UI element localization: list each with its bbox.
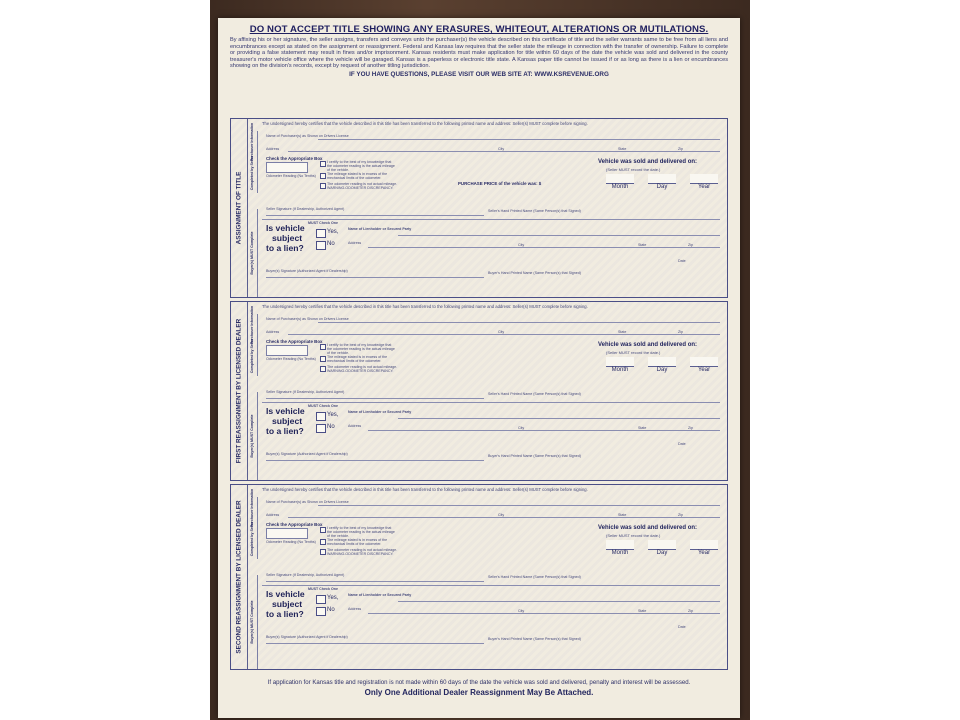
actual-mileage-checkbox[interactable]: [320, 527, 326, 533]
seller-signature-field[interactable]: [266, 215, 484, 216]
actual-mileage-checkbox[interactable]: [320, 161, 326, 167]
purchaser-info-label: Purchaser Information: [250, 122, 254, 162]
lienholder-address-field[interactable]: [368, 247, 720, 248]
buyer-printed-name-label: Buyer's Hand Printed Name (Same Person(s) that Signed): [488, 271, 581, 275]
address-label: Address: [266, 330, 280, 334]
lienholder-state-label: State: [638, 243, 647, 247]
city-label: City: [498, 330, 505, 334]
odometer-label: Odometer Reading (No Tenths): [266, 174, 316, 178]
lien-yes-label: Yes,: [327, 412, 339, 418]
title-section: [230, 301, 728, 481]
lienholder-zip-label: Zip: [688, 243, 693, 247]
lienholder-field[interactable]: [398, 601, 720, 602]
odometer-field[interactable]: [266, 528, 308, 539]
title-section: [230, 484, 728, 670]
lien-question-line3: to a lien?: [266, 243, 304, 253]
year-field[interactable]: [690, 357, 718, 367]
month-field[interactable]: [606, 357, 634, 367]
purchaser-name-field[interactable]: [318, 505, 720, 506]
title-section: [230, 118, 728, 298]
footer-note: If application for Kansas title and registration is not made within 60 days of the date the vehicle was sold and delivered, penalty and interest will be assessed.: [267, 679, 691, 686]
lienholder-label: Name of Lienholder or Secured Party: [348, 593, 412, 597]
excess-mileage-label: The mileage stated is in excess of the mechanical limits of the odometer.: [327, 538, 388, 547]
certify-statement: The undersigned hereby certifies that the vehicle described in this title has been transferred to the following printed name and address: Seller(s) MUST complete before signing.: [262, 487, 588, 492]
year-field[interactable]: [690, 174, 718, 184]
lien-yes-checkbox[interactable]: [316, 229, 326, 238]
day-label: Day: [656, 184, 668, 190]
buyer-signature-field[interactable]: [266, 460, 484, 461]
warning-title: DO NOT ACCEPT TITLE SHOWING ANY ERASURES, WHITEOUT, ALTERATIONS OR MUTILATIONS.: [249, 24, 709, 35]
buyer-printed-name-label: Buyer's Hand Printed Name (Same Person(s) that Signed): [488, 454, 581, 458]
seller-signature-label: Seller Signature (If Dealership, Authorized Agent): [266, 573, 345, 577]
lienholder-city-label: City: [518, 609, 525, 613]
lienholder-address-label: Address: [348, 607, 362, 611]
not-actual-mileage-label: The odometer reading is not actual mileage. WARNING-ODOMETER DISCREPANCY.: [327, 548, 398, 557]
address-label: Address: [266, 147, 280, 151]
city-label: City: [498, 513, 505, 517]
excess-mileage-checkbox[interactable]: [320, 356, 326, 362]
lien-question-line3: to a lien?: [266, 609, 304, 619]
not-actual-mileage-label: The odometer reading is not actual mileage. WARNING-ODOMETER DISCREPANCY.: [327, 182, 398, 191]
seller-signature-label: Seller Signature (If Dealership, Authorized Agent): [266, 390, 345, 394]
sold-date-title: Vehicle was sold and delivered on:: [598, 159, 698, 165]
odometer-field[interactable]: [266, 162, 308, 173]
year-label: Year: [697, 184, 711, 190]
city-label: City: [498, 147, 505, 151]
lienholder-address-field[interactable]: [368, 430, 720, 431]
lienholder-zip-label: Zip: [688, 426, 693, 430]
sold-date-subtitle: (Seller MUST record the date.): [606, 533, 661, 538]
purchaser-name-label: Name of Purchaser(s) as Shown on Drivers License: [266, 134, 349, 138]
odometer-field[interactable]: [266, 345, 308, 356]
certify-statement: The undersigned hereby certifies that the vehicle described in this title has been transferred to the following printed name and address: Seller(s) MUST complete before signing.: [262, 304, 588, 309]
state-label: State: [618, 330, 627, 334]
lien-yes-checkbox[interactable]: [316, 595, 326, 604]
check-box-label: Check the Appropriate Box: [266, 339, 323, 344]
zip-label: Zip: [678, 147, 683, 151]
year-label: Year: [697, 367, 711, 373]
seller-signature-field[interactable]: [266, 398, 484, 399]
purchase-price-label: PURCHASE PRICE of the vehicle was: $: [458, 181, 542, 186]
lien-no-label: No: [327, 424, 335, 430]
seller-signature-label: Seller Signature (If Dealership, Authorized Agent): [266, 207, 345, 211]
year-label: Year: [697, 550, 711, 556]
lien-no-checkbox[interactable]: [316, 424, 326, 433]
day-field[interactable]: [648, 540, 676, 550]
footer-dealer-note: Only One Additional Dealer Reassignment May Be Attached.: [364, 688, 594, 697]
seller-signature-field[interactable]: [266, 581, 484, 582]
excess-mileage-label: The mileage stated is in excess of the mechanical limits of the odometer.: [327, 355, 388, 364]
seller-printed-name-label: Seller's Hand Printed Name (Same Person(s) that Signed): [488, 392, 581, 396]
actual-mileage-label: I certify to the best of my knowledge that the odometer reading is the actual mileage of the vehicle.: [327, 526, 395, 539]
day-label: Day: [656, 367, 668, 373]
month-label: Month: [611, 184, 629, 190]
lien-no-label: No: [327, 607, 335, 613]
lien-question-line2: subject: [272, 599, 303, 609]
buyer-completes-label: Buyer(s) MUST Complete: [250, 414, 254, 458]
lien-yes-label: Yes,: [327, 595, 339, 601]
state-label: State: [618, 513, 627, 517]
state-label: State: [618, 147, 627, 151]
section-title: SECOND REASSIGNMENT BY LICENSED DEALER: [235, 500, 243, 654]
lien-no-checkbox[interactable]: [316, 241, 326, 250]
lien-yes-label: Yes,: [327, 229, 339, 235]
lien-yes-checkbox[interactable]: [316, 412, 326, 421]
lienholder-state-label: State: [638, 609, 647, 613]
seller-printed-name-label: Seller's Hand Printed Name (Same Person(s) that Signed): [488, 575, 581, 579]
address-label: Address: [266, 513, 280, 517]
not-actual-mileage-checkbox[interactable]: [320, 366, 326, 372]
buyer-completes-label: Buyer(s) MUST Complete: [250, 231, 254, 275]
lien-question-line3: to a lien?: [266, 426, 304, 436]
actual-mileage-checkbox[interactable]: [320, 344, 326, 350]
lienholder-label: Name of Lienholder or Secured Party: [348, 410, 412, 414]
seller-completes-label: Completed by Seller: [250, 521, 254, 557]
lien-question-line1: Is vehicle: [266, 223, 305, 233]
certify-statement: The undersigned hereby certifies that the vehicle described in this title has been transferred to the following printed name and address: Seller(s) MUST complete before signing.: [262, 121, 588, 126]
must-check-one: MUST Check One: [308, 587, 338, 591]
lienholder-state-label: State: [638, 426, 647, 430]
lienholder-address-label: Address: [348, 241, 362, 245]
purchaser-name-label: Name of Purchaser(s) as Shown on Drivers License: [266, 500, 349, 504]
lien-no-label: No: [327, 241, 335, 247]
lien-question-line2: subject: [272, 233, 303, 243]
not-actual-mileage-label: The odometer reading is not actual mileage. WARNING-ODOMETER DISCREPANCY.: [327, 365, 398, 374]
must-check-one: MUST Check One: [308, 221, 338, 225]
buyer-date-label: Date: [678, 442, 686, 446]
purchaser-name-field[interactable]: [318, 322, 720, 323]
purchaser-name-field[interactable]: [318, 139, 720, 140]
lienholder-address-field[interactable]: [368, 613, 720, 614]
actual-mileage-label: I certify to the best of my knowledge that the odometer reading is the actual mileage of the vehicle.: [327, 160, 395, 173]
buyer-date-label: Date: [678, 625, 686, 629]
zip-label: Zip: [678, 513, 683, 517]
excess-mileage-checkbox[interactable]: [320, 539, 326, 545]
day-label: Day: [656, 550, 668, 556]
seller-completes-label: Completed by Seller: [250, 338, 254, 374]
odometer-label: Odometer Reading (No Tenths): [266, 540, 316, 544]
sold-date-subtitle: (Seller MUST record the date.): [606, 350, 661, 355]
lienholder-label: Name of Lienholder or Secured Party: [348, 227, 412, 231]
day-field[interactable]: [648, 174, 676, 184]
lienholder-city-label: City: [518, 243, 525, 247]
month-label: Month: [611, 367, 629, 373]
not-actual-mileage-checkbox[interactable]: [320, 549, 326, 555]
purchaser-info-label: Purchaser Information: [250, 305, 254, 345]
zip-label: Zip: [678, 330, 683, 334]
buyer-signature-label: Buyer(s) Signature (Authorized Agent if Dealership): [266, 269, 348, 273]
check-box-label: Check the Appropriate Box: [266, 156, 323, 161]
lienholder-field[interactable]: [398, 418, 720, 419]
lien-question-line1: Is vehicle: [266, 589, 305, 599]
excess-mileage-checkbox[interactable]: [320, 173, 326, 179]
seller-completes-label: Completed by Seller: [250, 155, 254, 191]
seller-printed-name-label: Seller's Hand Printed Name (Same Person(s) that Signed): [488, 209, 581, 213]
sold-date-title: Vehicle was sold and delivered on:: [598, 342, 698, 348]
lien-question-line2: subject: [272, 416, 303, 426]
buyer-date-label: Date: [678, 259, 686, 263]
lienholder-address-label: Address: [348, 424, 362, 428]
day-field[interactable]: [648, 357, 676, 367]
lienholder-city-label: City: [518, 426, 525, 430]
year-field[interactable]: [690, 540, 718, 550]
buyer-printed-name-label: Buyer's Hand Printed Name (Same Person(s) that Signed): [488, 637, 581, 641]
check-box-label: Check the Appropriate Box: [266, 522, 323, 527]
warning-text: By affixing his or her signature, the seller assigns, transfers and conveys unto the purchaser(s) the vehicle described on this certificate of title and the seller warrants same to be free from all liens and encumbrances except as stated on the assignment or reassignment. Federal and Kansas law requires that the seller state the mileage in connection with the transfer of ownership. Failure to complete or providing a false statement may result in fines and/or imprisonment. Kansas residents must make application for title within 60 days of the date the vehicle was sold and delivered in the county treasurer's motor vehicle office where the vehicle will be garaged. Kansas is a paperless or electronic title state. A Kansas paper title cannot be issued if or as long as there is a lien or encumbrances showing on the division's records, except by request of another titling jurisdiction.: [230, 37, 728, 70]
lienholder-field[interactable]: [398, 235, 720, 236]
purchaser-info-label: Purchaser Information: [250, 488, 254, 528]
section-title: ASSIGNMENT OF TITLE: [235, 171, 243, 245]
not-actual-mileage-checkbox[interactable]: [320, 183, 326, 189]
month-label: Month: [611, 550, 629, 556]
sold-date-subtitle: (Seller MUST record the date.): [606, 167, 661, 172]
buyer-signature-label: Buyer(s) Signature (Authorized Agent if Dealership): [266, 452, 348, 456]
odometer-label: Odometer Reading (No Tenths): [266, 357, 316, 361]
lien-question-line1: Is vehicle: [266, 406, 305, 416]
lienholder-zip-label: Zip: [688, 609, 693, 613]
excess-mileage-label: The mileage stated is in excess of the mechanical limits of the odometer.: [327, 172, 388, 181]
buyer-signature-field[interactable]: [266, 277, 484, 278]
actual-mileage-label: I certify to the best of my knowledge that the odometer reading is the actual mileage of the vehicle.: [327, 343, 395, 356]
website-notice: IF YOU HAVE QUESTIONS, PLEASE VISIT OUR WEB SITE AT: WWW.KSREVENUE.ORG: [349, 70, 609, 78]
must-check-one: MUST Check One: [308, 404, 338, 408]
sold-date-title: Vehicle was sold and delivered on:: [598, 525, 698, 531]
month-field[interactable]: [606, 174, 634, 184]
purchaser-name-label: Name of Purchaser(s) as Shown on Drivers License: [266, 317, 349, 321]
buyer-completes-label: Buyer(s) MUST Complete: [250, 600, 254, 644]
month-field[interactable]: [606, 540, 634, 550]
title-document: [218, 18, 740, 718]
section-title: FIRST REASSIGNMENT BY LICENSED DEALER: [235, 318, 243, 464]
buyer-signature-label: Buyer(s) Signature (Authorized Agent if Dealership): [266, 635, 348, 639]
buyer-signature-field[interactable]: [266, 643, 484, 644]
lien-no-checkbox[interactable]: [316, 607, 326, 616]
